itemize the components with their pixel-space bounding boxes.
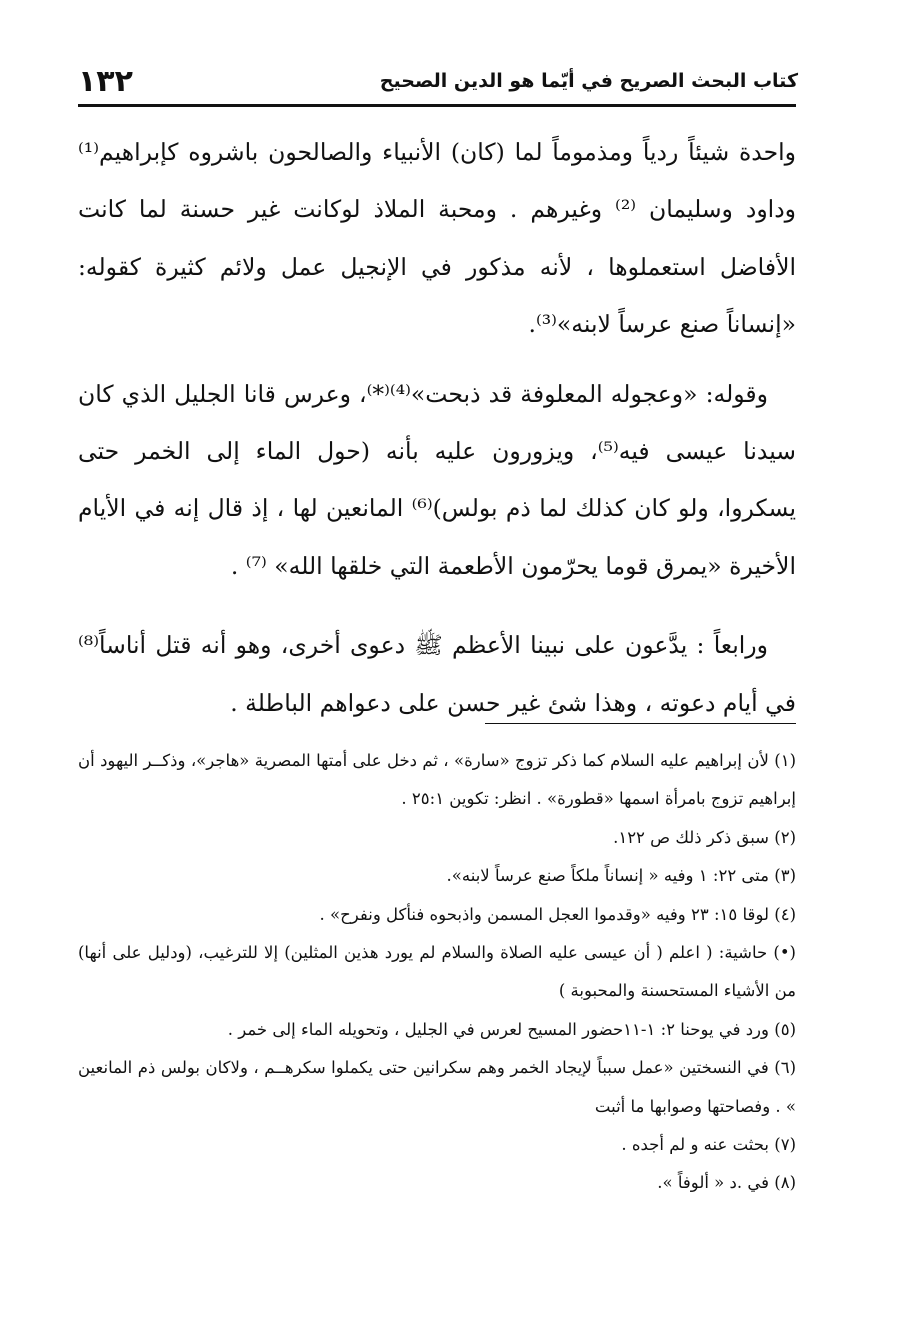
running-title: كتاب البحث الصريح في أيّما هو الدين الصحيح <box>379 70 798 92</box>
page-number: ١٣٢ <box>78 64 133 99</box>
main-text <box>78 124 796 746</box>
footnote-5: (٥) ورد في يوحنا ٢: ١-١١حضور المسيح لعرس في الجليل ، وتحويله الماء إلى خمر . <box>227 1019 796 1039</box>
page-header <box>78 58 798 106</box>
footnote-6: (٦) في النسختين «عمل سبباً لإيجاد الخمر وهم سكرانين حتى يكملوا سكرهــم ، ولاكان بولس ذم المانعين » . وفصاحتها وصوابها ما أثبت <box>78 1058 796 1116</box>
footnote-1: (١) لأن إبراهيم عليه السلام كما ذكر تزوج «سارة» ، ثم دخل على أمتها المصرية «هاجر»، وذكــر اليهود أن إبراهيم تزوج بامرأة اسمها «قطورة» . انظر: تكوين ٢٥:١ . <box>78 751 796 809</box>
footnote-separator <box>485 723 796 724</box>
footnote-8: (٨) في .د « ألوفاً ». <box>657 1173 796 1193</box>
footnote-4: (٤) لوقا ١٥: ٢٣ وفيه «وقدموا العجل المسمن واذبحوه فنأكل ونفرح» . <box>319 904 796 924</box>
footnotes <box>78 742 796 1203</box>
footnote-star: (•) حاشية: ( اعلم ( أن عيسى عليه الصلاة والسلام لم يورد هذين المثلين) إلا للترغيب، (ودليل على أنها) من الأشياء المستحسنة والمحبوبة ) <box>78 943 796 1001</box>
header-rule <box>78 104 796 107</box>
paragraph-2: وقوله: «وعجوله المعلوفة قد ذبحت»⁽⁴⁾⁽*⁾، وعرس قانا الجليل الذي كان سيدنا عيسى فيه⁽⁵⁾، ويزورون عليه بأنه (حول الماء إلى الخمر حتى يسكروا، ولو كان كذلك لما ذم بولس)⁽⁶⁾ المانعين لها ، إذ قال إنه في الأيام الأخيرة «يمرق قوما يحرّمون الأطعمة التي خلقها الله» ⁽⁷⁾ . <box>78 379 796 580</box>
footnote-7: (٧) بحثت عنه و لم أجده . <box>621 1135 796 1155</box>
footnote-3: (٣) متى ٢٢: ١ وفيه « إنساناً ملكاً صنع عرساً لابنه». <box>446 866 796 886</box>
footnote-2: (٢) سبق ذكر ذلك ص ١٢٢. <box>613 827 796 847</box>
paragraph-3: ورابعاً : يدَّعون على نبينا الأعظم ﷺ دعوى أخرى، وهو أنه قتل أناساً⁽⁸⁾ في أيام دعوته ، وهذا شئ غير حسن على دعواهم الباطلة . <box>78 631 796 717</box>
paragraph-1: واحدة شيئاً ردياً ومذموماً لما (كان) الأنبياء والصالحون باشروه كإبراهيم⁽¹⁾ وداود وسليمان ⁽²⁾ وغيرهم . ومحبة الملاذ لوكانت غير حسنة لما كانت الأفاضل استعملوها ، لأنه مذكور في الإنجيل عمل ولائم كثيرة كقوله: «إنساناً صنع عرساً لابنه»⁽³⁾. <box>78 138 797 339</box>
